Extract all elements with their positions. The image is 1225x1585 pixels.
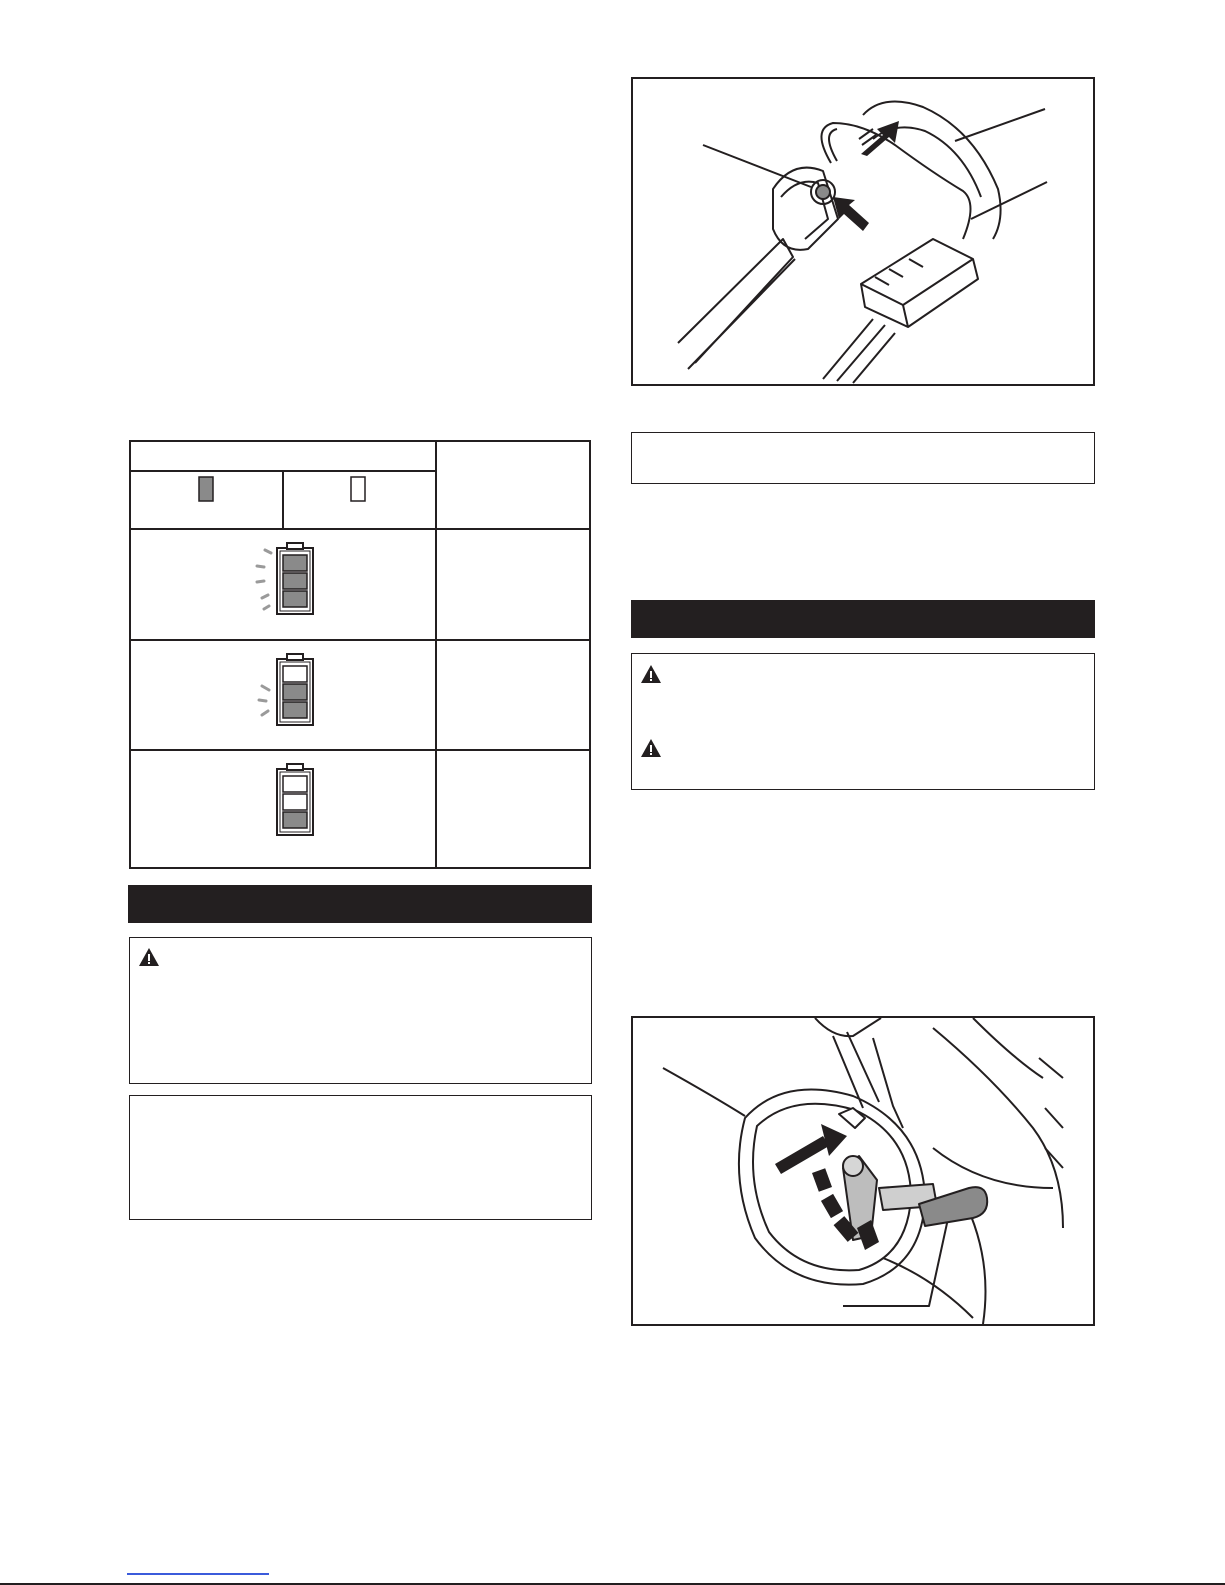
battery-indicator-icon: [249, 763, 319, 837]
handle-switch-figure: [631, 77, 1095, 386]
section-heading-bar: [128, 885, 592, 923]
warning-box: [129, 937, 592, 1084]
battery-indicator-icon: [249, 653, 319, 727]
lamp-off-icon: [350, 476, 366, 502]
footer-link-underline[interactable]: [127, 1573, 269, 1575]
note-box: [631, 432, 1095, 484]
section-heading-bar: [631, 600, 1095, 638]
battery-indicator-table: [129, 440, 591, 869]
notice-box: [129, 1095, 592, 1220]
wheel-illustration: [633, 1018, 1093, 1324]
wheel-height-figure: [631, 1016, 1095, 1326]
warning-triangle-icon: [640, 664, 662, 684]
warning-triangle-icon: [138, 947, 160, 967]
warning-triangle-icon: [640, 738, 662, 758]
warning-box: [631, 653, 1095, 790]
handle-illustration: [633, 79, 1093, 384]
battery-indicator-icon: [249, 542, 319, 616]
lamp-on-icon: [198, 476, 214, 502]
